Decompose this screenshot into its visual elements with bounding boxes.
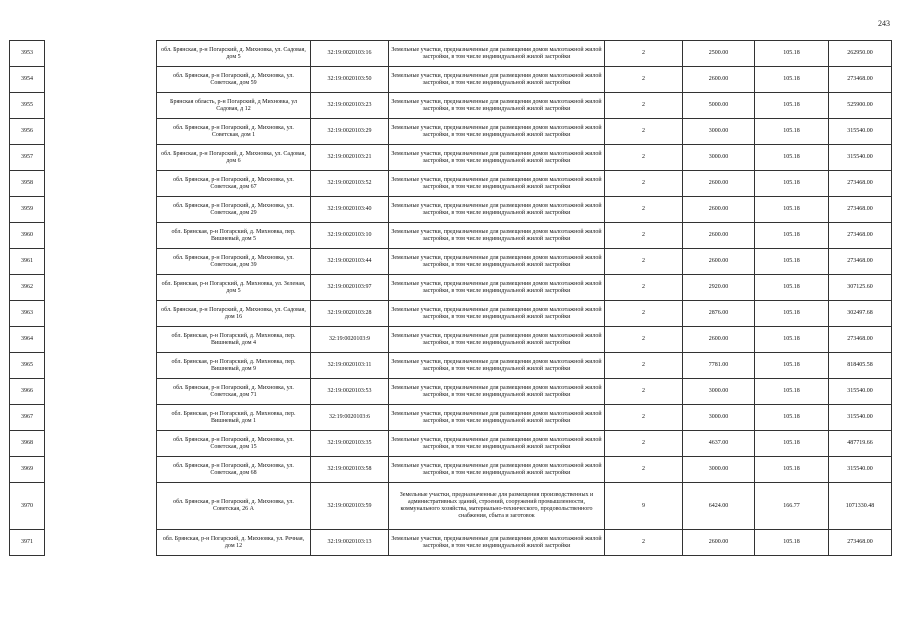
page-number: 243 — [878, 19, 890, 28]
category-cell: 2 — [605, 197, 683, 223]
cadastral-value-cell: 307125.60 — [829, 275, 892, 301]
row-number-cell: 3971 — [10, 530, 45, 556]
area-cell: 2876.00 — [683, 301, 755, 327]
land-use-cell: Земельные участки, предназначенные для размещения домов малоэтажной жилой застройки, в том числе индивидуальной жилой застройки — [389, 530, 605, 556]
area-cell: 6424.00 — [683, 483, 755, 530]
table-row — [10, 483, 892, 530]
area-cell: 3000.00 — [683, 119, 755, 145]
land-registry-table — [9, 40, 892, 556]
empty-cell — [45, 530, 157, 556]
specific-value-cell: 105.18 — [755, 145, 829, 171]
address-cell: обл. Брянская, р-н Погарский, д. Михновка, ул. Советская, дом 67 — [157, 171, 311, 197]
area-cell: 2600.00 — [683, 171, 755, 197]
table-row — [10, 145, 892, 171]
cadastral-number-cell: 32:19:0020103:58 — [311, 457, 389, 483]
address-cell: обл. Брянская, р-н Погарский, д. Михновка, ул. Садовая, дом 5 — [157, 41, 311, 67]
category-cell: 2 — [605, 457, 683, 483]
empty-cell — [45, 93, 157, 119]
empty-cell — [45, 379, 157, 405]
table-row — [10, 405, 892, 431]
land-use-cell: Земельные участки, предназначенные для размещения домов малоэтажной жилой застройки, в том числе индивидуальной жилой застройки — [389, 197, 605, 223]
cadastral-value-cell: 262950.00 — [829, 41, 892, 67]
table-row — [10, 275, 892, 301]
land-use-cell: Земельные участки, предназначенные для размещения домов малоэтажной жилой застройки, в том числе индивидуальной жилой застройки — [389, 275, 605, 301]
address-cell: Брянская область, р-н Погарский, д Михновка, ул Садовая, д 12 — [157, 93, 311, 119]
category-cell: 2 — [605, 249, 683, 275]
cadastral-number-cell: 32:19:0020103:28 — [311, 301, 389, 327]
category-cell: 2 — [605, 171, 683, 197]
address-cell: обл. Брянская, р-н Погарский, д. Михновка, пер. Вишневый, дом 1 — [157, 405, 311, 431]
row-number-cell: 3956 — [10, 119, 45, 145]
cadastral-number-cell: 32:19:0020103:44 — [311, 249, 389, 275]
cadastral-value-cell: 525900.00 — [829, 93, 892, 119]
empty-cell — [45, 119, 157, 145]
cadastral-value-cell: 273468.00 — [829, 171, 892, 197]
land-use-cell: Земельные участки, предназначенные для размещения домов малоэтажной жилой застройки, в том числе индивидуальной жилой застройки — [389, 67, 605, 93]
cadastral-value-cell: 273468.00 — [829, 249, 892, 275]
table-row — [10, 249, 892, 275]
specific-value-cell: 105.18 — [755, 41, 829, 67]
area-cell: 2500.00 — [683, 41, 755, 67]
row-number-cell: 3954 — [10, 67, 45, 93]
category-cell: 2 — [605, 275, 683, 301]
table-row — [10, 41, 892, 67]
cadastral-value-cell: 273468.00 — [829, 327, 892, 353]
empty-cell — [45, 301, 157, 327]
address-cell: обл. Брянская, р-н Погарский, д. Михновка, ул. Советская, дом 59 — [157, 67, 311, 93]
row-number-cell: 3959 — [10, 197, 45, 223]
table-row — [10, 93, 892, 119]
area-cell: 3000.00 — [683, 457, 755, 483]
specific-value-cell: 105.18 — [755, 223, 829, 249]
area-cell: 2600.00 — [683, 67, 755, 93]
address-cell: обл. Брянская, р-н Погарский, д. Михновка, ул. Советская, дом 29 — [157, 197, 311, 223]
address-cell: обл. Брянская, р-н Погарский, д. Михновка, ул. Зеленая, дом 5 — [157, 275, 311, 301]
land-use-cell: Земельные участки, предназначенные для размещения домов малоэтажной жилой застройки, в том числе индивидуальной жилой застройки — [389, 223, 605, 249]
land-use-cell: Земельные участки, предназначенные для размещения домов малоэтажной жилой застройки, в том числе индивидуальной жилой застройки — [389, 353, 605, 379]
cadastral-value-cell: 1071330.48 — [829, 483, 892, 530]
cadastral-number-cell: 32:19:0020103:97 — [311, 275, 389, 301]
row-number-cell: 3953 — [10, 41, 45, 67]
table-row — [10, 197, 892, 223]
category-cell: 2 — [605, 41, 683, 67]
land-use-cell: Земельные участки, предназначенные для размещения домов малоэтажной жилой застройки, в том числе индивидуальной жилой застройки — [389, 93, 605, 119]
specific-value-cell: 105.18 — [755, 119, 829, 145]
category-cell: 2 — [605, 119, 683, 145]
specific-value-cell: 105.18 — [755, 457, 829, 483]
cadastral-number-cell: 32:19:0020103:29 — [311, 119, 389, 145]
area-cell: 3000.00 — [683, 379, 755, 405]
cadastral-number-cell: 32:19:0020103:9 — [311, 327, 389, 353]
cadastral-value-cell: 273468.00 — [829, 530, 892, 556]
address-cell: обл. Брянская, р-н Погарский, д. Михновка, ул. Советская, 26 А — [157, 483, 311, 530]
empty-cell — [45, 483, 157, 530]
cadastral-value-cell: 818405.58 — [829, 353, 892, 379]
row-number-cell: 3957 — [10, 145, 45, 171]
category-cell: 2 — [605, 301, 683, 327]
area-cell: 2600.00 — [683, 197, 755, 223]
cadastral-number-cell: 32:19:0020103:53 — [311, 379, 389, 405]
category-cell: 2 — [605, 353, 683, 379]
empty-cell — [45, 145, 157, 171]
cadastral-value-cell: 273468.00 — [829, 223, 892, 249]
table-row — [10, 301, 892, 327]
specific-value-cell: 105.18 — [755, 530, 829, 556]
cadastral-value-cell: 302497.68 — [829, 301, 892, 327]
empty-cell — [45, 327, 157, 353]
specific-value-cell: 105.18 — [755, 301, 829, 327]
category-cell: 2 — [605, 379, 683, 405]
row-number-cell: 3967 — [10, 405, 45, 431]
specific-value-cell: 105.18 — [755, 67, 829, 93]
specific-value-cell: 105.18 — [755, 197, 829, 223]
land-use-cell: Земельные участки, предназначенные для размещения домов малоэтажной жилой застройки, в том числе индивидуальной жилой застройки — [389, 327, 605, 353]
table-row — [10, 379, 892, 405]
address-cell: обл. Брянская, р-н Погарский, д. Михновка, ул. Садовая, дом 16 — [157, 301, 311, 327]
empty-cell — [45, 275, 157, 301]
specific-value-cell: 105.18 — [755, 93, 829, 119]
row-number-cell: 3960 — [10, 223, 45, 249]
category-cell: 2 — [605, 405, 683, 431]
row-number-cell: 3970 — [10, 483, 45, 530]
empty-cell — [45, 223, 157, 249]
address-cell: обл. Брянская, р-н Погарский, д. Михновка, ул. Советская, дом 15 — [157, 431, 311, 457]
cadastral-value-cell: 487719.66 — [829, 431, 892, 457]
cadastral-value-cell: 315540.00 — [829, 457, 892, 483]
table-row — [10, 457, 892, 483]
cadastral-value-cell: 315540.00 — [829, 145, 892, 171]
area-cell: 7781.00 — [683, 353, 755, 379]
address-cell: обл. Брянская, р-н Погарский, д. Михновка, пер. Вишневый, дом 9 — [157, 353, 311, 379]
empty-cell — [45, 171, 157, 197]
area-cell: 3000.00 — [683, 145, 755, 171]
cadastral-number-cell: 32:19:0020103:59 — [311, 483, 389, 530]
specific-value-cell: 105.18 — [755, 171, 829, 197]
cadastral-number-cell: 32:19:0020103:11 — [311, 353, 389, 379]
table-row — [10, 530, 892, 556]
land-use-cell: Земельные участки, предназначенные для размещения домов малоэтажной жилой застройки, в том числе индивидуальной жилой застройки — [389, 431, 605, 457]
category-cell: 2 — [605, 223, 683, 249]
land-use-cell: Земельные участки, предназначенные для размещения домов малоэтажной жилой застройки, в том числе индивидуальной жилой застройки — [389, 379, 605, 405]
category-cell: 2 — [605, 327, 683, 353]
land-use-cell: Земельные участки, предназначенные для размещения домов малоэтажной жилой застройки, в том числе индивидуальной жилой застройки — [389, 301, 605, 327]
area-cell: 5000.00 — [683, 93, 755, 119]
category-cell: 2 — [605, 93, 683, 119]
category-cell: 2 — [605, 145, 683, 171]
cadastral-number-cell: 32:19:0020103:35 — [311, 431, 389, 457]
area-cell: 2600.00 — [683, 327, 755, 353]
land-use-cell: Земельные участки, предназначенные для размещения домов малоэтажной жилой застройки, в том числе индивидуальной жилой застройки — [389, 119, 605, 145]
address-cell: обл. Брянская, р-н Погарский, д. Михновка, ул. Садовая, дом 6 — [157, 145, 311, 171]
specific-value-cell: 105.18 — [755, 327, 829, 353]
address-cell: обл. Брянская, р-н Погарский, д. Михновка, ул. Советская, дом 71 — [157, 379, 311, 405]
specific-value-cell: 105.18 — [755, 431, 829, 457]
empty-cell — [45, 67, 157, 93]
cadastral-number-cell: 32:19:0020103:21 — [311, 145, 389, 171]
row-number-cell: 3955 — [10, 93, 45, 119]
category-cell: 9 — [605, 483, 683, 530]
empty-cell — [45, 353, 157, 379]
table-row — [10, 223, 892, 249]
row-number-cell: 3968 — [10, 431, 45, 457]
specific-value-cell: 105.18 — [755, 353, 829, 379]
row-number-cell: 3958 — [10, 171, 45, 197]
land-use-cell: Земельные участки, предназначенные для размещения домов малоэтажной жилой застройки, в том числе индивидуальной жилой застройки — [389, 145, 605, 171]
table-row — [10, 171, 892, 197]
cadastral-number-cell: 32:19:0020103:6 — [311, 405, 389, 431]
specific-value-cell: 166.77 — [755, 483, 829, 530]
cadastral-value-cell: 273468.00 — [829, 67, 892, 93]
land-use-cell: Земельные участки, предназначенные для размещения домов малоэтажной жилой застройки, в том числе индивидуальной жилой застройки — [389, 171, 605, 197]
cadastral-number-cell: 32:19:0020103:13 — [311, 530, 389, 556]
cadastral-number-cell: 32:19:0020103:52 — [311, 171, 389, 197]
specific-value-cell: 105.18 — [755, 249, 829, 275]
area-cell: 3000.00 — [683, 405, 755, 431]
specific-value-cell: 105.18 — [755, 379, 829, 405]
cadastral-number-cell: 32:19:0020103:50 — [311, 67, 389, 93]
area-cell: 2600.00 — [683, 223, 755, 249]
registry-body — [10, 41, 892, 556]
address-cell: обл. Брянская, р-н Погарский, д. Михновка, пер. Вишневый, дом 5 — [157, 223, 311, 249]
empty-cell — [45, 457, 157, 483]
address-cell: обл. Брянская, р-н Погарский, д. Михновка, ул. Речная, дом 12 — [157, 530, 311, 556]
land-use-cell: Земельные участки, предназначенные для размещения производственных и административных зданий, строений, сооружений промышленности, коммунального хозяйства, материально-технического, продовольственного снабжения, сбыта и заготовок — [389, 483, 605, 530]
empty-cell — [45, 405, 157, 431]
row-number-cell: 3965 — [10, 353, 45, 379]
cadastral-value-cell: 315540.00 — [829, 119, 892, 145]
category-cell: 2 — [605, 431, 683, 457]
land-use-cell: Земельные участки, предназначенные для размещения домов малоэтажной жилой застройки, в том числе индивидуальной жилой застройки — [389, 405, 605, 431]
cadastral-number-cell: 32:19:0020103:23 — [311, 93, 389, 119]
cadastral-number-cell: 32:19:0020103:10 — [311, 223, 389, 249]
cadastral-number-cell: 32:19:0020103:16 — [311, 41, 389, 67]
cadastral-value-cell: 315540.00 — [829, 405, 892, 431]
table-row — [10, 431, 892, 457]
area-cell: 2600.00 — [683, 530, 755, 556]
specific-value-cell: 105.18 — [755, 405, 829, 431]
row-number-cell: 3969 — [10, 457, 45, 483]
table-row — [10, 327, 892, 353]
empty-cell — [45, 197, 157, 223]
table-row — [10, 67, 892, 93]
category-cell: 2 — [605, 530, 683, 556]
specific-value-cell: 105.18 — [755, 275, 829, 301]
row-number-cell: 3964 — [10, 327, 45, 353]
area-cell: 2600.00 — [683, 249, 755, 275]
row-number-cell: 3962 — [10, 275, 45, 301]
table-row — [10, 119, 892, 145]
empty-cell — [45, 249, 157, 275]
address-cell: обл. Брянская, р-н Погарский, д. Михновка, ул. Советская, дом 1 — [157, 119, 311, 145]
land-use-cell: Земельные участки, предназначенные для размещения домов малоэтажной жилой застройки, в том числе индивидуальной жилой застройки — [389, 41, 605, 67]
address-cell: обл. Брянская, р-н Погарский, д. Михновка, пер. Вишневый, дом 4 — [157, 327, 311, 353]
land-use-cell: Земельные участки, предназначенные для размещения домов малоэтажной жилой застройки, в том числе индивидуальной жилой застройки — [389, 457, 605, 483]
row-number-cell: 3961 — [10, 249, 45, 275]
area-cell: 2920.00 — [683, 275, 755, 301]
empty-cell — [45, 41, 157, 67]
address-cell: обл. Брянская, р-н Погарский, д. Михновка, ул. Советская, дом 68 — [157, 457, 311, 483]
empty-cell — [45, 431, 157, 457]
table-row — [10, 353, 892, 379]
category-cell: 2 — [605, 67, 683, 93]
cadastral-value-cell: 315540.00 — [829, 379, 892, 405]
address-cell: обл. Брянская, р-н Погарский, д. Михновка, ул. Советская, дом 39 — [157, 249, 311, 275]
cadastral-number-cell: 32:19:0020103:40 — [311, 197, 389, 223]
area-cell: 4637.00 — [683, 431, 755, 457]
row-number-cell: 3966 — [10, 379, 45, 405]
row-number-cell: 3963 — [10, 301, 45, 327]
cadastral-value-cell: 273468.00 — [829, 197, 892, 223]
land-use-cell: Земельные участки, предназначенные для размещения домов малоэтажной жилой застройки, в том числе индивидуальной жилой застройки — [389, 249, 605, 275]
